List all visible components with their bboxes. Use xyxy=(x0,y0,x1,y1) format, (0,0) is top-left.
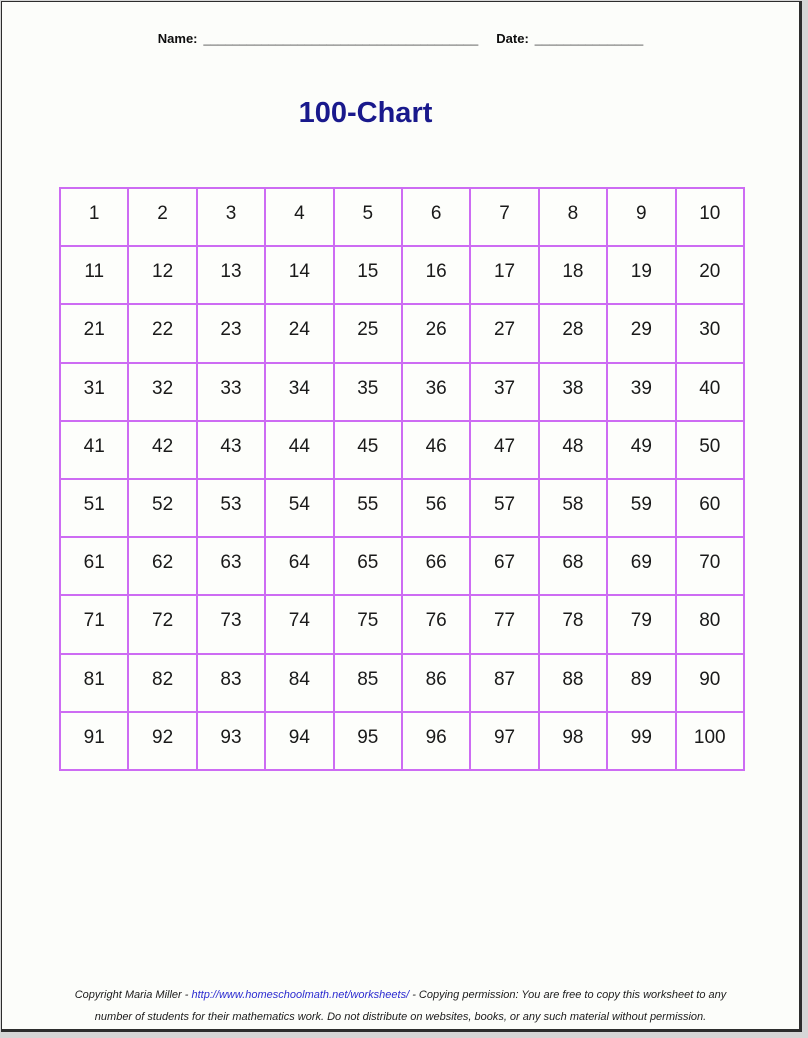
grid-cell: 45 xyxy=(334,421,402,479)
grid-cell: 73 xyxy=(197,595,265,653)
name-label: Name: xyxy=(157,31,198,46)
grid-cell: 49 xyxy=(607,421,675,479)
grid-cell: 98 xyxy=(539,712,607,770)
grid-cell: 79 xyxy=(607,595,675,653)
grid-cell: 5 xyxy=(334,188,402,246)
grid-row xyxy=(60,304,744,362)
grid-row xyxy=(60,537,744,595)
grid-cell: 60 xyxy=(676,479,744,537)
grid-cell: 96 xyxy=(402,712,470,770)
grid-cell: 58 xyxy=(539,479,607,537)
hundred-chart-table xyxy=(59,187,745,771)
grid-cell: 21 xyxy=(60,304,128,362)
grid-cell: 86 xyxy=(402,654,470,712)
grid-cell: 82 xyxy=(128,654,196,712)
grid-cell: 72 xyxy=(128,595,196,653)
grid-cell: 15 xyxy=(334,246,402,304)
grid-cell: 93 xyxy=(197,712,265,770)
grid-cell: 31 xyxy=(60,363,128,421)
name-blank-line: ______________________________________ xyxy=(203,31,479,46)
grid-cell: 92 xyxy=(128,712,196,770)
grid-cell: 89 xyxy=(607,654,675,712)
grid-cell: 94 xyxy=(265,712,333,770)
grid-cell: 51 xyxy=(60,479,128,537)
grid-cell: 87 xyxy=(470,654,538,712)
grid-cell: 85 xyxy=(334,654,402,712)
grid-cell: 63 xyxy=(197,537,265,595)
grid-cell: 68 xyxy=(539,537,607,595)
grid-cell: 81 xyxy=(60,654,128,712)
grid-cell: 66 xyxy=(402,537,470,595)
grid-cell: 80 xyxy=(676,595,744,653)
grid-cell: 40 xyxy=(676,363,744,421)
grid-cell: 17 xyxy=(470,246,538,304)
page-title: 100-Chart xyxy=(298,97,433,129)
copyright-text-suffix: - Copying permission: You are free to copy this worksheet to any xyxy=(409,989,727,1001)
grid-cell: 36 xyxy=(402,363,470,421)
grid-cell: 64 xyxy=(265,537,333,595)
grid-cell: 1 xyxy=(60,188,128,246)
grid-cell: 25 xyxy=(334,304,402,362)
grid-cell: 27 xyxy=(470,304,538,362)
grid-cell: 83 xyxy=(197,654,265,712)
grid-cell: 74 xyxy=(265,595,333,653)
grid-cell: 20 xyxy=(676,246,744,304)
grid-cell: 18 xyxy=(539,246,607,304)
grid-cell: 32 xyxy=(128,363,196,421)
date-label: Date: xyxy=(496,31,529,46)
grid-cell: 38 xyxy=(539,363,607,421)
grid-cell: 12 xyxy=(128,246,196,304)
grid-cell: 28 xyxy=(539,304,607,362)
grid-cell: 41 xyxy=(60,421,128,479)
grid-cell: 95 xyxy=(334,712,402,770)
grid-cell: 53 xyxy=(197,479,265,537)
grid-cell: 70 xyxy=(676,537,744,595)
grid-cell: 7 xyxy=(470,188,538,246)
date-blank-line: _______________ xyxy=(534,31,644,46)
grid-cell: 59 xyxy=(607,479,675,537)
grid-row xyxy=(60,595,744,653)
grid-cell: 56 xyxy=(402,479,470,537)
grid-cell: 44 xyxy=(265,421,333,479)
copyright-text-prefix: Copyright Maria Miller - xyxy=(74,989,192,1001)
grid-cell: 2 xyxy=(128,188,196,246)
grid-cell: 71 xyxy=(60,595,128,653)
grid-row xyxy=(60,712,744,770)
grid-cell: 46 xyxy=(402,421,470,479)
grid-cell: 29 xyxy=(607,304,675,362)
grid-cell: 42 xyxy=(128,421,196,479)
grid-cell: 55 xyxy=(334,479,402,537)
grid-cell: 6 xyxy=(402,188,470,246)
grid-cell: 39 xyxy=(607,363,675,421)
grid-cell: 3 xyxy=(197,188,265,246)
grid-cell: 22 xyxy=(128,304,196,362)
grid-cell: 76 xyxy=(402,595,470,653)
grid-cell: 54 xyxy=(265,479,333,537)
grid-row xyxy=(60,188,744,246)
grid-cell: 9 xyxy=(607,188,675,246)
copyright-line-1 xyxy=(2,984,799,1006)
grid-cell: 34 xyxy=(265,363,333,421)
grid-cell: 50 xyxy=(676,421,744,479)
grid-cell: 97 xyxy=(470,712,538,770)
grid-row xyxy=(60,479,744,537)
grid-cell: 4 xyxy=(265,188,333,246)
grid-cell: 35 xyxy=(334,363,402,421)
grid-cell: 30 xyxy=(676,304,744,362)
grid-cell: 52 xyxy=(128,479,196,537)
grid-row xyxy=(60,363,744,421)
grid-cell: 13 xyxy=(197,246,265,304)
grid-cell: 23 xyxy=(197,304,265,362)
copyright-line-2: number of students for their mathematics work. Do not distribute on websites, books, or any such material without permission. xyxy=(94,1011,707,1023)
grid-cell: 14 xyxy=(265,246,333,304)
grid-cell: 10 xyxy=(676,188,744,246)
copyright-footer xyxy=(2,984,799,1028)
hundred-chart-body xyxy=(60,188,744,770)
grid-cell: 33 xyxy=(197,363,265,421)
grid-cell: 11 xyxy=(60,246,128,304)
grid-cell: 61 xyxy=(60,537,128,595)
grid-cell: 90 xyxy=(676,654,744,712)
grid-cell: 77 xyxy=(470,595,538,653)
grid-cell: 100 xyxy=(676,712,744,770)
grid-cell: 65 xyxy=(334,537,402,595)
grid-cell: 78 xyxy=(539,595,607,653)
grid-cell: 88 xyxy=(539,654,607,712)
grid-cell: 8 xyxy=(539,188,607,246)
grid-cell: 26 xyxy=(402,304,470,362)
grid-cell: 43 xyxy=(197,421,265,479)
grid-cell: 24 xyxy=(265,304,333,362)
grid-cell: 19 xyxy=(607,246,675,304)
homeschoolmath-link[interactable]: http://www.homeschoolmath.net/worksheets/ xyxy=(191,989,410,1001)
grid-cell: 62 xyxy=(128,537,196,595)
grid-cell: 47 xyxy=(470,421,538,479)
grid-row xyxy=(60,246,744,304)
grid-cell: 99 xyxy=(607,712,675,770)
grid-cell: 84 xyxy=(265,654,333,712)
grid-cell: 37 xyxy=(470,363,538,421)
worksheet-header xyxy=(2,31,799,46)
grid-cell: 69 xyxy=(607,537,675,595)
grid-row xyxy=(60,654,744,712)
grid-row xyxy=(60,421,744,479)
grid-cell: 67 xyxy=(470,537,538,595)
grid-cell: 16 xyxy=(402,246,470,304)
grid-cell: 57 xyxy=(470,479,538,537)
grid-cell: 91 xyxy=(60,712,128,770)
grid-cell: 75 xyxy=(334,595,402,653)
worksheet-page xyxy=(1,1,802,1032)
grid-cell: 48 xyxy=(539,421,607,479)
